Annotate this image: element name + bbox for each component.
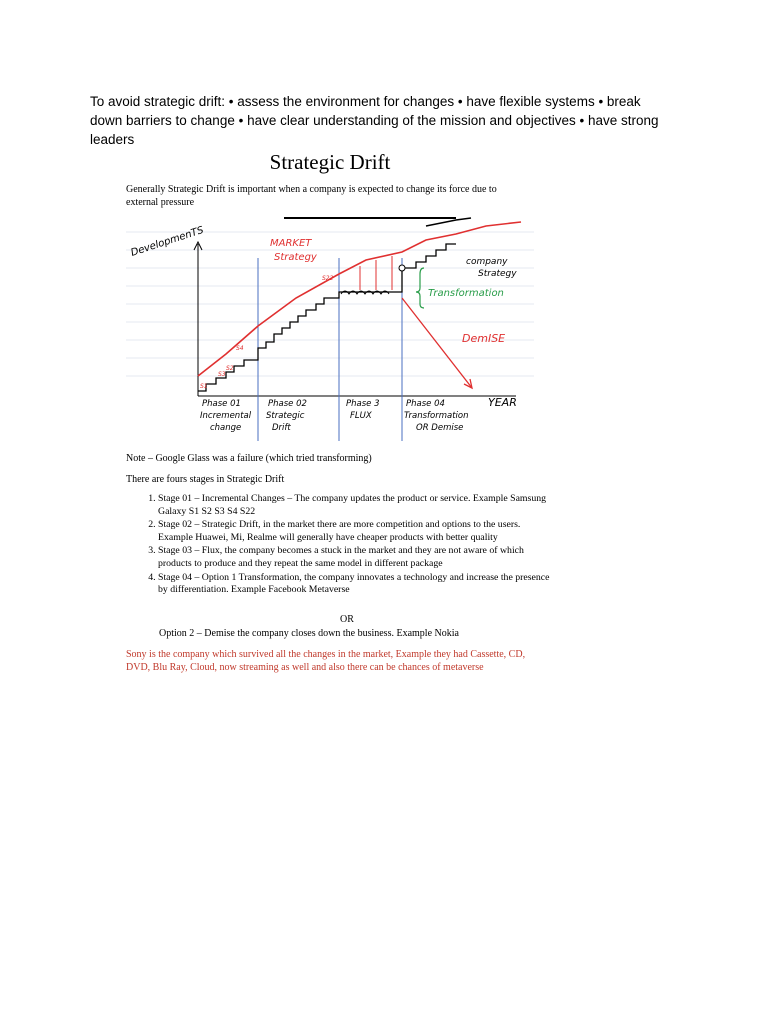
market-label-2: Strategy bbox=[274, 252, 317, 263]
intro-paragraph: To avoid strategic drift: • assess the environment for changes • have flexible systems • break down barriers to change • have clear understanding of the mission and objectives • have strong leaders bbox=[90, 94, 659, 147]
x-axis-label: YEAR bbox=[488, 396, 517, 409]
sony-paragraph: Sony is the company which survived all the changes in the market, Example they had Cassette, CD, DVD, Blu Ray, Cloud, now streaming as well and also there can be chances of metaverse bbox=[126, 649, 526, 673]
s3-label: S3 bbox=[218, 371, 226, 378]
phase-1-line1: Phase 01 bbox=[202, 399, 241, 409]
s1-label: S1 bbox=[200, 383, 208, 390]
option-2-line: Option 2 – Demise the company closes down the business. Example Nokia bbox=[159, 628, 459, 639]
company-label-1: company bbox=[466, 257, 508, 267]
phase-4-line1: Phase 04 bbox=[406, 399, 445, 409]
s4-label: S4 bbox=[236, 345, 244, 352]
phase-1-line2: Incremental bbox=[200, 411, 252, 421]
market-label-1: MARKET bbox=[270, 238, 312, 249]
demise-label: DemISE bbox=[462, 332, 506, 345]
stage-item: 2. Stage 02 – Strategic Drift, in the market there are more competition and options to the users. Example Huawei, Mi, Realme will generally have cheaper products with better quality bbox=[158, 519, 553, 544]
stage-item: 4. Stage 04 – Option 1 Transformation, the company innovates a technology and increase the presence by differentiation. Example Facebook Metaverse bbox=[158, 572, 553, 597]
phase-2-line3: Drift bbox=[272, 423, 291, 433]
or-label: OR bbox=[340, 614, 354, 625]
phase-1-line3: change bbox=[210, 423, 242, 433]
embedded-notes-image bbox=[120, 146, 550, 696]
s2-label: S2 bbox=[226, 365, 234, 372]
embedded-title: Strategic Drift bbox=[269, 150, 391, 174]
company-label-2: Strategy bbox=[478, 269, 517, 279]
stage-item: 1. Stage 01 – Incremental Changes – The company updates the product or service. Example Samsung Galaxy S1 S2 S3 S4 S22 bbox=[158, 493, 553, 518]
s22-label: S22 bbox=[322, 275, 334, 282]
transformation-label: Transformation bbox=[428, 288, 504, 299]
phase-4-line3: OR Demise bbox=[416, 423, 464, 433]
note-line: Note – Google Glass was a failure (which tried transforming) bbox=[126, 453, 372, 464]
strategic-drift-sketch bbox=[126, 216, 534, 444]
phase-2-line2: Strategic bbox=[266, 411, 305, 421]
phase-3-line2: FLUX bbox=[350, 411, 372, 421]
stage-item: 3. Stage 03 – Flux, the company becomes a stuck in the market and they are not aware of which products to produce and they repeat the same model in different package bbox=[158, 545, 553, 570]
embedded-lead: Generally Strategic Drift is important when a company is expected to change its force due to external pressure bbox=[126, 184, 497, 208]
four-stages-line: There are fours stages in Strategic Drift bbox=[126, 474, 285, 485]
phase-2-line1: Phase 02 bbox=[268, 399, 307, 409]
phase-4-line2: Transformation bbox=[404, 411, 469, 421]
phase-3-line1: Phase 3 bbox=[346, 399, 380, 409]
ruled-grid bbox=[126, 216, 534, 444]
y-axis-label: DevelopmenTS bbox=[129, 224, 206, 259]
stages-list bbox=[140, 493, 553, 598]
